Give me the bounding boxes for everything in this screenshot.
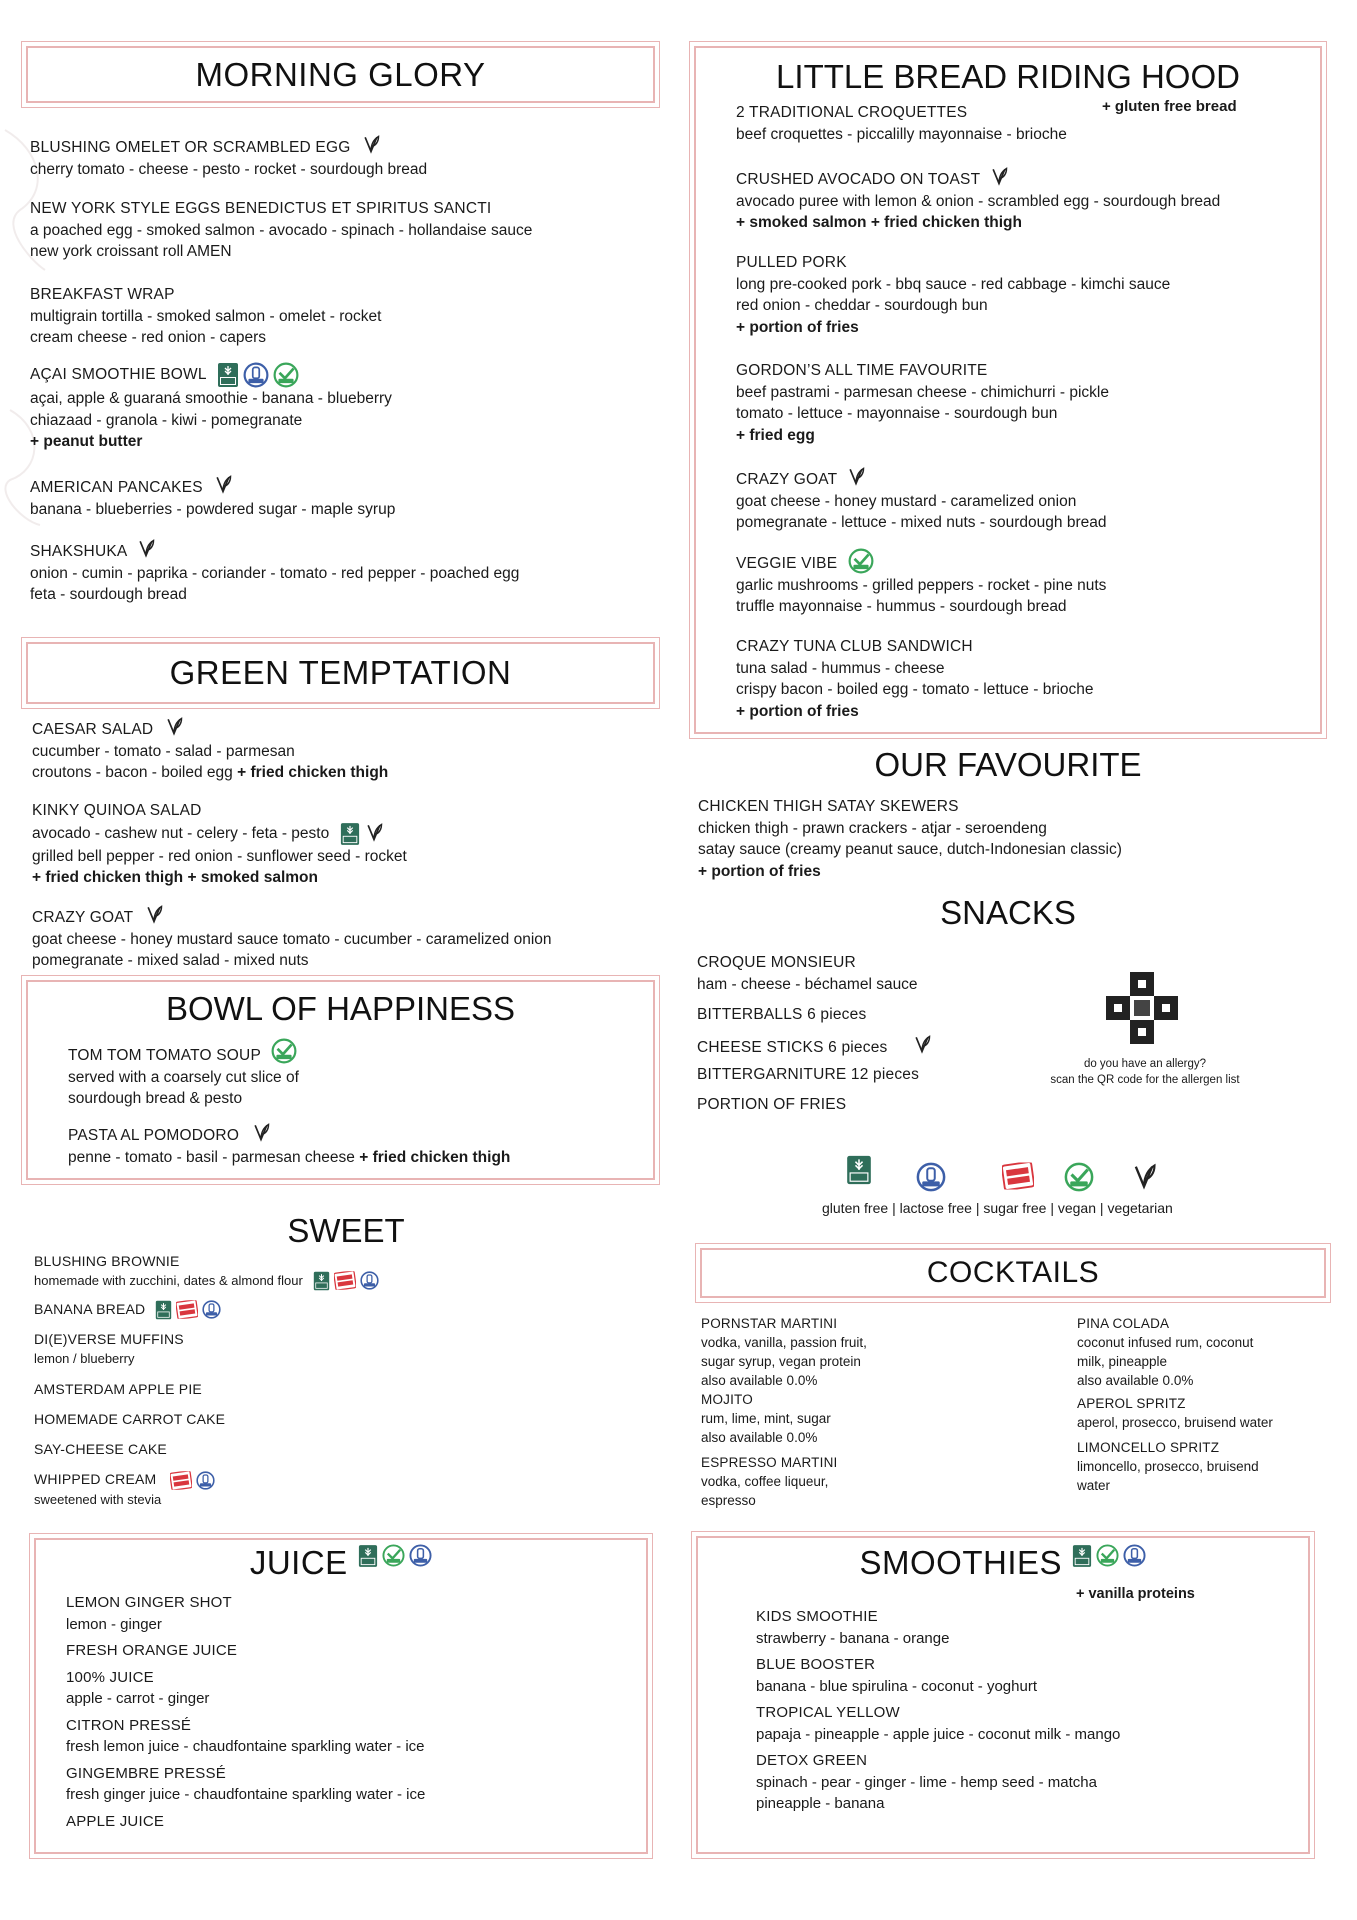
section-title: BOWL OF HAPPINESS — [165, 990, 515, 1027]
legend-separator: | — [1050, 1200, 1054, 1216]
legend-separator: | — [975, 1200, 980, 1216]
sugar-free-icon — [1002, 1162, 1034, 1190]
menu-item — [32, 800, 407, 889]
section-title: SMOOTHIES — [859, 1544, 1063, 1581]
legend-label: sugar free — [983, 1200, 1047, 1216]
item-desc: fresh ginger juice - chaudfontaine sparkling water - ice — [66, 1786, 426, 1803]
item-name: KINKY QUINOA SALAD — [32, 802, 202, 819]
menu-item — [30, 538, 519, 606]
item-name: ESPRESSO MARTINI — [701, 1455, 838, 1470]
vegetarian-icon — [1130, 1162, 1158, 1190]
item-name: CRAZY TUNA CLUB SANDWICH — [736, 638, 973, 655]
menu-item — [34, 1252, 379, 1291]
item-desc: apple - carrot - ginger — [66, 1690, 210, 1707]
item-desc: banana - blueberries - powdered sugar - maple syrup — [30, 500, 396, 518]
menu-item — [30, 362, 392, 453]
item-desc: espresso — [701, 1493, 756, 1508]
item-desc: also available 0.0% — [1077, 1373, 1194, 1388]
item-desc: aperol, prosecco, bruisend water — [1077, 1415, 1273, 1430]
item-name: CAESAR SALAD — [32, 721, 154, 738]
item-name: 2 TRADITIONAL CROQUETTES — [736, 104, 968, 121]
item-desc: fresh lemon juice - chaudfontaine sparkling water - ice — [66, 1738, 425, 1755]
item-desc: lemon / blueberry — [34, 1351, 135, 1366]
item-name: SHAKSHUKA — [30, 543, 128, 560]
allergen-qr-code[interactable] — [1106, 972, 1178, 1044]
item-name: PULLED PORK — [736, 254, 847, 271]
menu-item — [736, 360, 1109, 446]
legend-text — [822, 1198, 1173, 1220]
item-extra: + fried chicken thigh + smoked salmon — [32, 869, 318, 886]
item-desc: cream cheese - red onion - capers — [30, 329, 267, 346]
vegetarian-icon — [912, 1034, 932, 1054]
item-desc: avocado - cashew nut - celery - feta - pesto — [32, 824, 330, 842]
item-name: TOM TOM TOMATO SOUP — [68, 1047, 261, 1064]
item-desc: pineapple - banana — [756, 1795, 885, 1812]
gluten-free-icon — [313, 1271, 330, 1291]
item-name: BLUSHING BROWNIE — [34, 1253, 180, 1269]
item-name: KIDS SMOOTHIE — [756, 1608, 878, 1625]
item-desc: chicken thigh - prawn crackers - atjar - seroendeng — [698, 819, 1047, 837]
item-desc: garlic mushrooms - grilled peppers - rocket - pine nuts — [736, 576, 1107, 594]
section-title: SNACKS — [940, 894, 1076, 931]
item-name: GINGEMBRE PRESSÉ — [66, 1764, 226, 1782]
vegetarian-icon — [361, 134, 381, 154]
menu-item: HOMEMADE CARROT CAKE — [34, 1411, 226, 1427]
item-desc: spinach - pear - ginger - lime - hemp seed - matcha — [756, 1773, 1097, 1791]
legend-label: vegetarian — [1107, 1200, 1173, 1216]
vegan-icon — [271, 1038, 297, 1064]
item-desc: satay sauce (creamy peanut sauce, dutch-Indonesian classic) — [698, 841, 1122, 858]
item-name: BLUSHING OMELET OR SCRAMBLED EGG — [30, 139, 351, 156]
item-name: DETOX GREEN — [756, 1752, 868, 1769]
menu-item — [32, 716, 388, 784]
gluten-free-icon — [1072, 1544, 1092, 1568]
item-desc: tuna salad - hummus - cheese — [736, 659, 945, 677]
vegetarian-icon — [213, 474, 233, 494]
item-name: VEGGIE VIBE — [736, 555, 838, 572]
lactose-free-icon — [916, 1162, 946, 1192]
item-name: WHIPPED CREAM — [34, 1471, 157, 1487]
vanilla-proteins-note: + vanilla proteins — [1076, 1586, 1195, 1602]
lactose-free-icon — [243, 362, 269, 388]
vegetarian-icon — [251, 1122, 271, 1142]
smoothies-title-row — [696, 1544, 1310, 1582]
sugar-free-icon — [176, 1300, 198, 1319]
item-desc: ham - cheese - béchamel sauce — [697, 975, 918, 993]
lactose-free-icon — [360, 1271, 379, 1290]
item-desc: coconut infused rum, coconut — [1077, 1335, 1254, 1350]
item-desc: homemade with zucchini, dates & almond flour — [34, 1273, 303, 1288]
item-name: BANANA BREAD — [34, 1301, 146, 1317]
item-desc: multigrain tortilla - smoked salmon - omelet - rocket — [30, 307, 382, 325]
item-desc: sourdough bread & pesto — [68, 1090, 243, 1107]
item-extra: + fried chicken thigh — [237, 764, 389, 781]
lactose-free-icon — [409, 1544, 432, 1567]
item-desc: beef croquettes - piccalilly mayonnaise - brioche — [736, 125, 1067, 143]
vegan-icon — [1064, 1162, 1094, 1192]
item-extra: + smoked salmon + fried chicken thigh — [736, 214, 1022, 231]
item-name: LIMONCELLO SPRITZ — [1077, 1440, 1220, 1455]
gluten-free-icon — [358, 1544, 378, 1568]
menu-item — [697, 1034, 932, 1059]
gluten-free-bread-note: + gluten free bread — [1102, 98, 1237, 115]
item-desc: onion - cumin - paprika - coriander - tomato - red pepper - poached egg — [30, 564, 520, 582]
menu-item — [32, 904, 552, 972]
item-name: CRAZY GOAT — [736, 471, 838, 488]
smoothies-list — [756, 1606, 1120, 1815]
item-desc: red onion - cheddar - sourdough bun — [736, 297, 988, 314]
morning-glory-header — [26, 46, 655, 103]
item-desc: sugar syrup, vegan protein — [701, 1354, 861, 1369]
cocktails-header — [700, 1248, 1326, 1298]
item-desc: croutons - bacon - boiled egg — [32, 764, 233, 781]
vegetarian-icon — [989, 166, 1009, 186]
vegan-icon — [382, 1544, 405, 1567]
menu-item — [34, 1300, 221, 1320]
item-desc: new york croissant roll AMEN — [30, 243, 232, 260]
cocktails-left-column — [701, 1314, 867, 1510]
item-desc: beef pastrami - parmesan cheese - chimichurri - pickle — [736, 383, 1109, 401]
item-desc: grilled bell pepper - red onion - sunflower seed - rocket — [32, 847, 407, 865]
menu-item — [698, 796, 1122, 882]
menu-item — [697, 952, 918, 995]
item-name: PINA COLADA — [1077, 1316, 1170, 1331]
item-desc: long pre-cooked pork - bbq sauce - red cabbage - kimchi sauce — [736, 275, 1171, 293]
menu-item — [736, 548, 1106, 618]
gluten-free-icon — [340, 822, 360, 846]
menu-item: AMSTERDAM APPLE PIE — [34, 1381, 202, 1397]
menu-item — [30, 198, 532, 263]
item-desc: goat cheese - honey mustard - caramelized onion — [736, 492, 1077, 510]
item-name: FRESH ORANGE JUICE — [66, 1642, 238, 1659]
item-name: CHEESE STICKS 6 pieces — [697, 1039, 888, 1056]
item-desc: penne - tomato - basil - parmesan cheese — [68, 1148, 355, 1166]
item-name: CRAZY GOAT — [32, 909, 134, 926]
item-desc: sweetened with stevia — [34, 1491, 162, 1507]
menu-item: PORTION OF FRIES — [697, 1096, 847, 1113]
lactose-free-icon — [1123, 1544, 1146, 1567]
item-name: GORDON’S ALL TIME FAVOURITE — [736, 362, 988, 379]
vegan-icon — [1096, 1544, 1119, 1567]
section-title: OUR FAVOURITE — [874, 746, 1142, 783]
sugar-free-icon — [170, 1471, 192, 1490]
item-name: 100% JUICE — [66, 1668, 154, 1686]
item-name: CRUSHED AVOCADO ON TOAST — [736, 171, 981, 188]
item-name: PASTA AL POMODORO — [68, 1127, 240, 1144]
item-extra: + portion of fries — [698, 862, 821, 880]
menu-item — [30, 134, 427, 180]
sugar-free-icon — [334, 1271, 356, 1290]
item-desc: pomegranate - lettuce - mixed nuts - sourdough bread — [736, 514, 1107, 531]
item-desc: tomato - lettuce - mayonnaise - sourdough bun — [736, 405, 1058, 422]
item-extra: + peanut butter — [30, 433, 143, 450]
menu-item — [736, 166, 1220, 234]
item-extra: + fried egg — [736, 426, 815, 444]
item-desc: vodka, coffee liqueur, — [701, 1474, 829, 1489]
item-extra: + fried chicken thigh — [359, 1148, 511, 1166]
menu-item — [34, 1330, 184, 1368]
section-title: COCKTAILS — [926, 1256, 1100, 1289]
item-name: TROPICAL YELLOW — [756, 1704, 900, 1721]
legend-separator: | — [1099, 1200, 1104, 1216]
vegan-icon — [273, 362, 299, 388]
menu-item — [34, 1470, 215, 1509]
item-name: AÇAI SMOOTHIE BOWL — [30, 366, 207, 384]
gluten-free-icon — [846, 1154, 872, 1186]
juice-title-row — [34, 1544, 648, 1582]
menu-item — [68, 1038, 299, 1110]
item-name: AMERICAN PANCAKES — [30, 479, 203, 496]
qr-caption — [1020, 1056, 1270, 1088]
item-desc: açai, apple & guaraná smoothie - banana - blueberry — [30, 390, 392, 407]
green-temptation-header — [26, 642, 655, 704]
legend-separator: | — [892, 1200, 896, 1216]
juice-list — [66, 1592, 425, 1832]
gluten-free-icon — [217, 362, 239, 388]
item-name: PORNSTAR MARTINI — [701, 1316, 838, 1331]
vegetarian-icon — [164, 716, 184, 736]
item-desc: truffle mayonnaise - hummus - sourdough bread — [736, 598, 1067, 615]
item-name: APPLE JUICE — [66, 1812, 165, 1830]
item-desc: milk, pineapple — [1077, 1354, 1168, 1369]
lactose-free-icon — [196, 1471, 215, 1490]
item-desc: limoncello, prosecco, bruisend — [1077, 1459, 1259, 1474]
item-name: LEMON GINGER SHOT — [66, 1594, 232, 1611]
item-name: DI(E)VERSE MUFFINS — [34, 1331, 184, 1347]
section-title: LITTLE BREAD RIDING HOOD — [776, 58, 1240, 95]
menu-item: BITTERBALLS 6 pieces — [697, 1006, 867, 1023]
vegetarian-icon — [136, 538, 156, 558]
vegan-icon — [848, 548, 874, 574]
legend-gluten-icon — [846, 1154, 872, 1191]
item-desc: cucumber - tomato - salad - parmesan — [32, 742, 295, 760]
item-name: CHICKEN THIGH SATAY SKEWERS — [698, 798, 959, 815]
legend-label: gluten free — [822, 1200, 889, 1216]
item-desc: water — [1077, 1478, 1111, 1493]
menu-item — [736, 252, 1170, 338]
item-desc: lemon - ginger — [66, 1615, 162, 1633]
menu-item — [30, 284, 381, 349]
item-desc: banana - blue spirulina - coconut - yoghurt — [756, 1677, 1038, 1695]
vegetarian-icon — [846, 466, 866, 486]
section-title: SWEET — [287, 1212, 405, 1249]
item-extra: + portion of fries — [736, 702, 859, 720]
menu-item — [736, 102, 1067, 145]
item-desc: pomegranate - mixed salad - mixed nuts — [32, 952, 309, 969]
item-desc: served with a coarsely cut slice of — [68, 1068, 299, 1086]
legend-label: vegan — [1057, 1200, 1097, 1216]
lactose-free-icon — [202, 1300, 221, 1319]
item-name: APEROL SPRITZ — [1077, 1396, 1186, 1411]
item-desc: chiazaad - granola - kiwi - pomegranate — [30, 411, 303, 429]
section-title: GREEN TEMPTATION — [169, 654, 512, 691]
menu-item — [736, 466, 1107, 534]
item-desc: crispy bacon - boiled egg - tomato - lettuce - brioche — [736, 681, 1094, 698]
menu-item: BITTERGARNITURE 12 pieces — [697, 1066, 920, 1083]
vegetarian-icon — [364, 822, 384, 842]
item-desc: feta - sourdough bread — [30, 586, 187, 603]
item-name: NEW YORK STYLE EGGS BENEDICTUS ET SPIRITUS SANCTI — [30, 200, 492, 217]
item-desc: also available 0.0% — [701, 1373, 818, 1388]
gluten-free-icon — [155, 1300, 172, 1320]
legend-label: lactose free — [899, 1200, 972, 1216]
item-desc: strawberry - banana - orange — [756, 1629, 950, 1647]
item-desc: papaja - pineapple - apple juice - coconut milk - mango — [756, 1725, 1121, 1743]
vegetarian-icon — [144, 904, 164, 924]
section-title: JUICE — [249, 1544, 348, 1581]
item-name: CITRON PRESSÉ — [66, 1716, 192, 1734]
item-desc: vodka, vanilla, passion fruit, — [701, 1335, 867, 1350]
item-desc: avocado puree with lemon & onion - scrambled egg - sourdough bread — [736, 192, 1221, 210]
item-desc: rum, lime, mint, sugar — [701, 1411, 831, 1426]
menu-item: SAY-CHEESE CAKE — [34, 1441, 167, 1457]
item-name: MOJITO — [701, 1392, 753, 1407]
section-title: MORNING GLORY — [195, 55, 486, 93]
item-extra: + portion of fries — [736, 318, 859, 336]
cocktails-right-column — [1077, 1314, 1273, 1495]
qr-caption-line: scan the QR code for the allergen list — [1050, 1074, 1240, 1086]
item-desc: cherry tomato - cheese - pesto - rocket - sourdough bread — [30, 160, 428, 178]
item-name: BLUE BOOSTER — [756, 1656, 876, 1673]
menu-item — [736, 636, 1094, 722]
item-desc: goat cheese - honey mustard sauce tomato - cucumber - caramelized onion — [32, 930, 552, 948]
item-name: CROQUE MONSIEUR — [697, 954, 856, 971]
item-desc: also available 0.0% — [701, 1430, 818, 1445]
item-desc: a poached egg - smoked salmon - avocado - spinach - hollandaise sauce — [30, 221, 533, 239]
menu-item — [30, 474, 395, 520]
qr-caption-line: do you have an allergy? — [1083, 1058, 1207, 1070]
item-name: BREAKFAST WRAP — [30, 286, 175, 303]
menu-item — [68, 1122, 510, 1168]
